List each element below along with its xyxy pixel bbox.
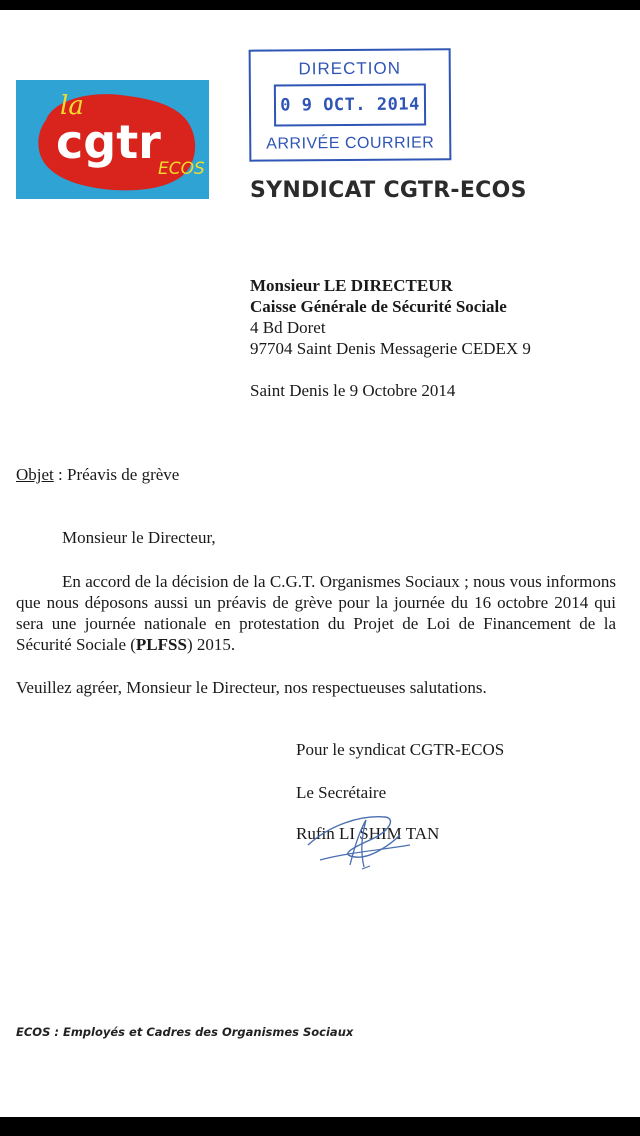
handwritten-signature [300,805,430,880]
letter-body [16,571,616,655]
recipient-organization: Caisse Générale de Sécurité Sociale [250,297,507,316]
letter-date: Saint Denis le 9 Octobre 2014 [250,381,456,400]
recipient-address [250,275,531,359]
logo-ecos-text: ECOS [158,159,205,179]
signature-org: Pour le syndicat CGTR-ECOS [296,740,505,759]
letterhead-title: SYNDICAT CGTR-ECOS [250,178,527,203]
body-text-2: ) 2015. [186,635,236,654]
logo-la-text: la [60,91,84,121]
subject-label: Objet [16,465,54,484]
stamp-date: 0 9 OCT. 2014 [274,83,426,126]
stamp-direction: DIRECTION [298,58,402,79]
subject-line [16,465,179,485]
body-text-1: En accord de la décision de la C.G.T. Organismes Sociaux ; nous vous informons que nous déposons aussi un préavis de grève pour la journée du 16 octobre 2014 qui sera une journée nationale en protestation du Projet de Loi de Financement de la Sécurité Sociale ( [16,572,616,654]
footer-note: ECOS : Employés et Cadres des Organismes Sociaux [16,1025,354,1039]
recipient-name: Monsieur LE DIRECTEUR [250,276,453,295]
signature-name: Rufin LI SHIM TAN [296,824,440,843]
recipient-street: 4 Bd Doret [250,318,326,337]
salutation: Monsieur le Directeur, [62,528,216,547]
signature-role: Le Secrétaire [296,783,387,802]
logo-cgtr-text: cgtr [56,115,161,169]
top-bar [0,0,640,10]
body-plfss: PLFSS [135,635,187,654]
arrival-stamp [249,48,452,161]
subject-text: : Préavis de grève [53,465,180,484]
bottom-bar [0,1117,640,1136]
stamp-arrivee-courrier: ARRIVÉE COURRIER [266,134,435,153]
closing-formula: Veuillez agréer, Monsieur le Directeur, nos respectueuses salutations. [16,678,487,697]
cgtr-ecos-logo [16,80,209,199]
recipient-city: 97704 Saint Denis Messagerie CEDEX 9 [250,339,531,358]
